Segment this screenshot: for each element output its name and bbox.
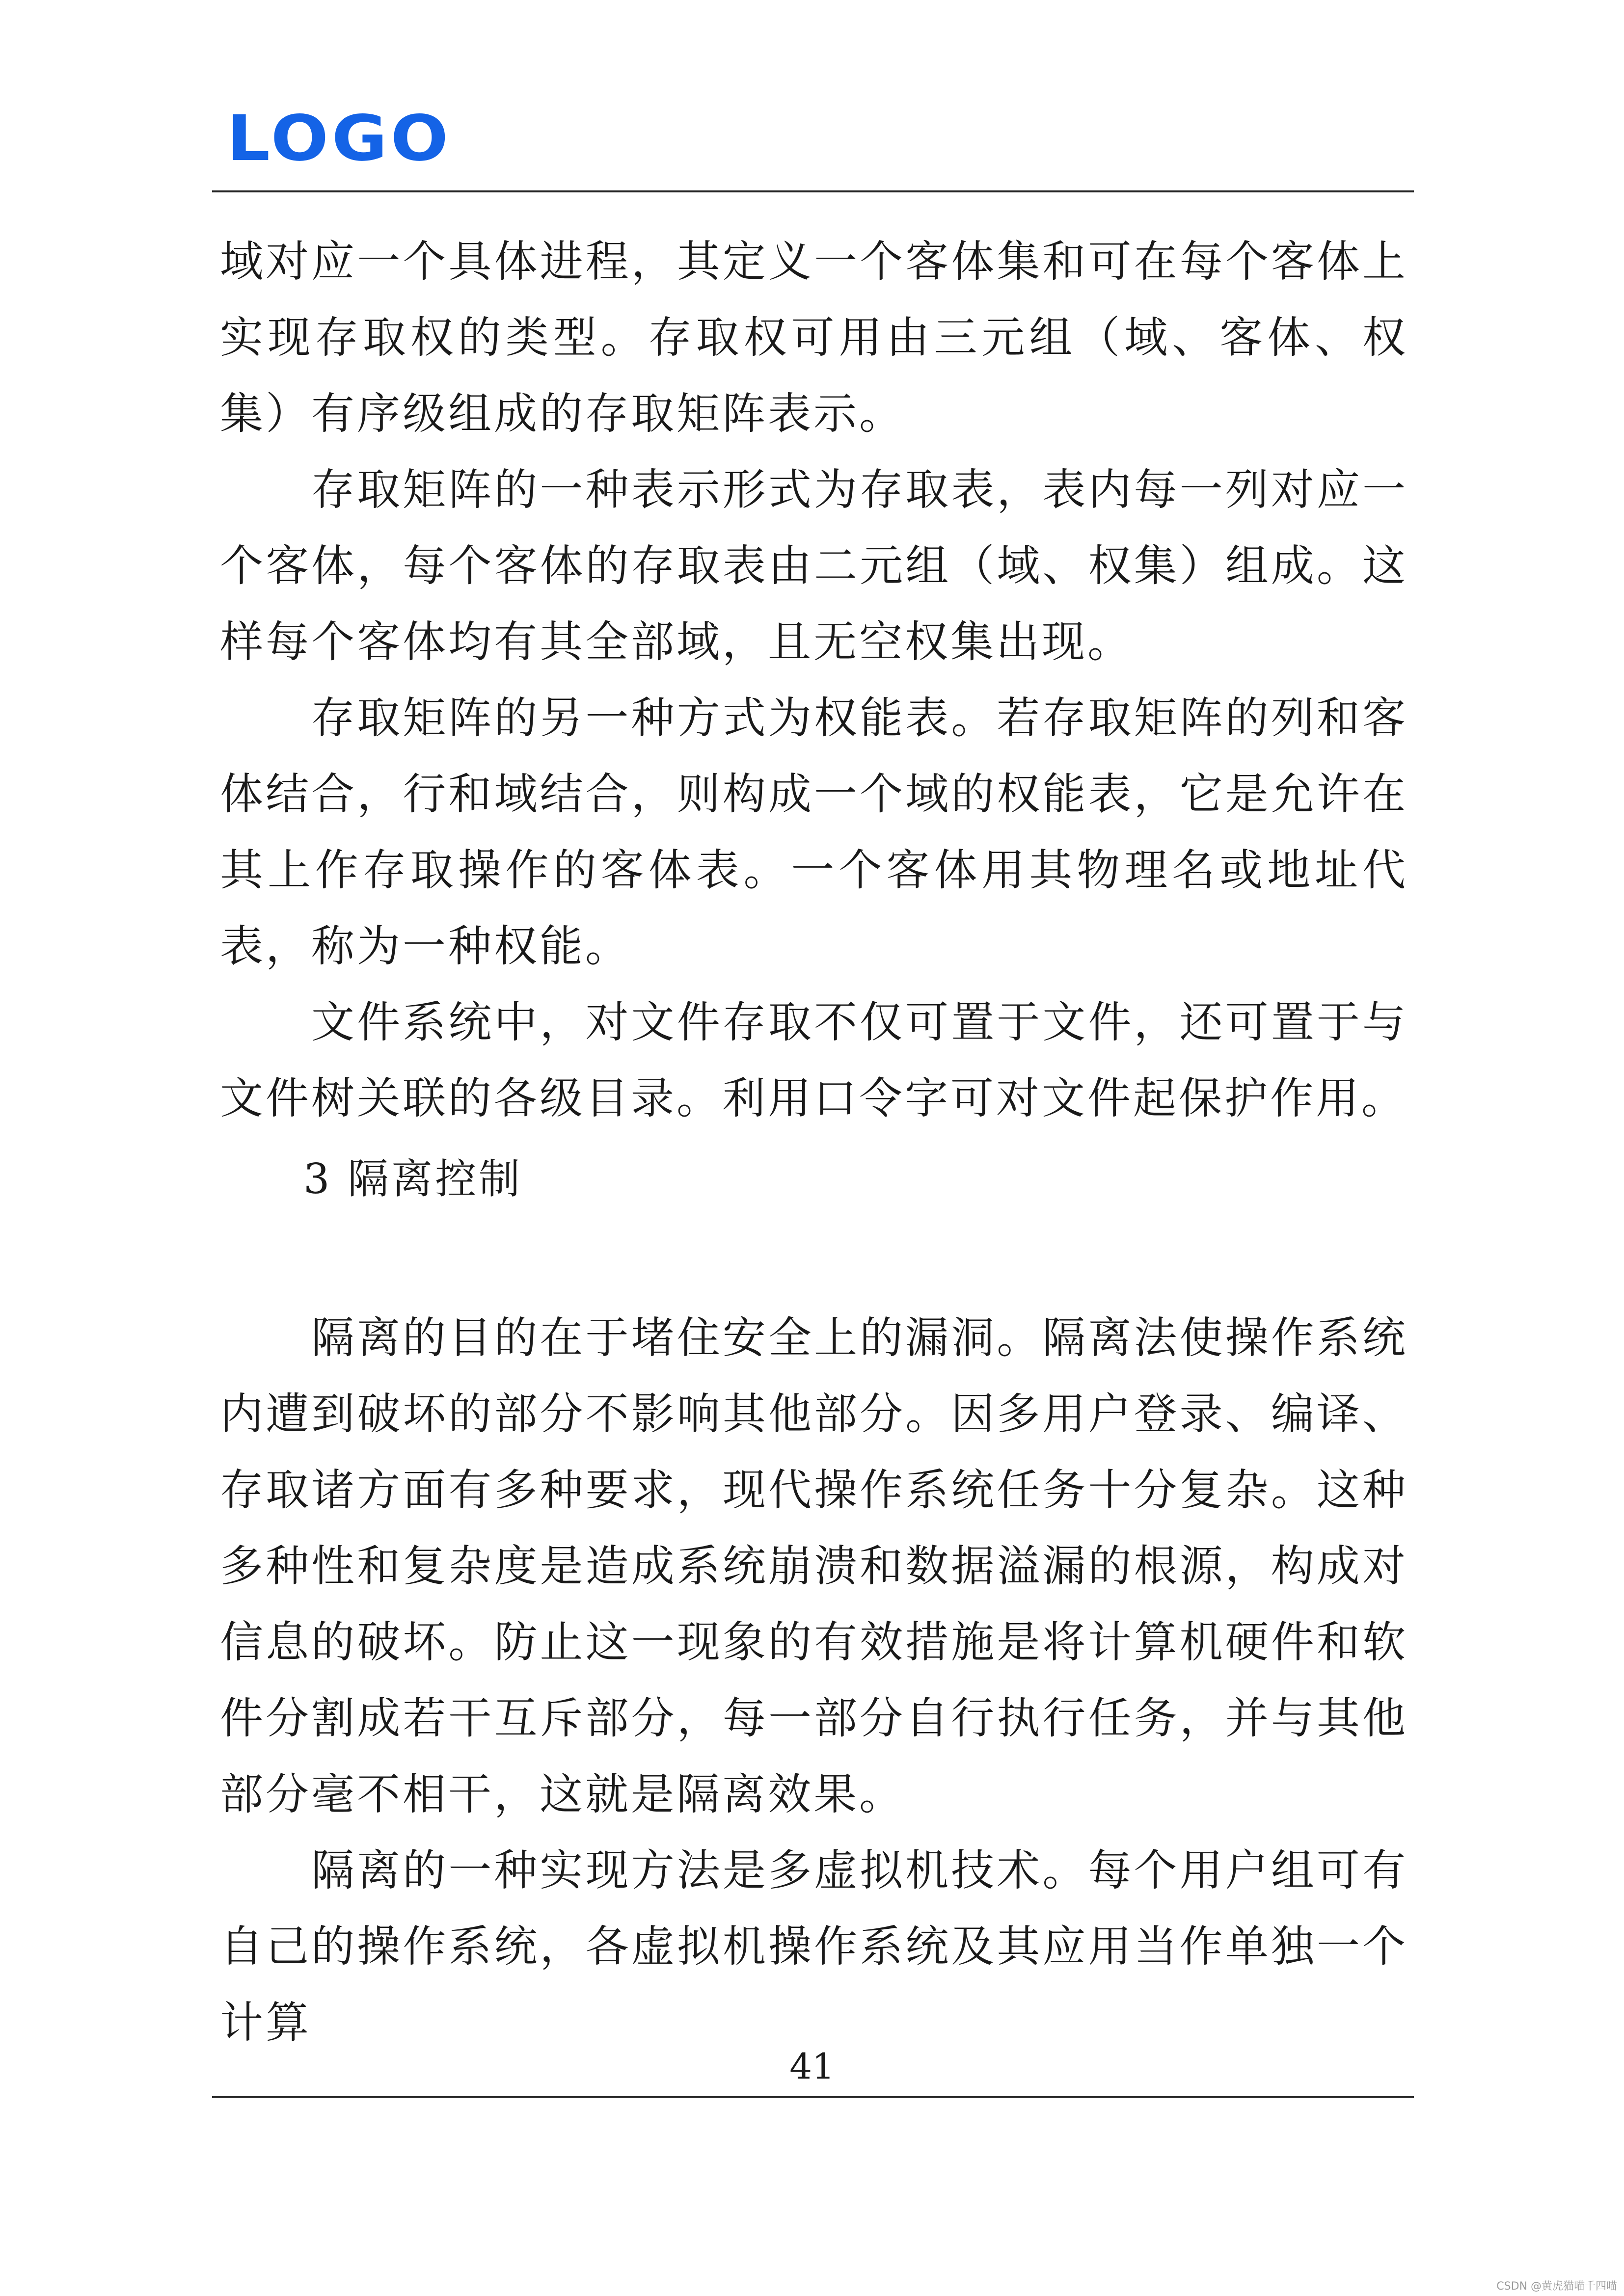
paragraph: 域对应一个具体进程，其定义一个客体集和可在每个客体上实现存取权的类型。存取权可用由三元组（域、客体、权集）有序级组成的存取矩阵表示。 <box>220 236 1408 439</box>
paragraph: 隔离的一种实现方法是多虚拟机技术。每个用户组可有自己的操作系统，各虚拟机操作系统及其应用当作单独一个计算 <box>220 1845 1408 2048</box>
paragraph: 存取矩阵的另一种方式为权能表。若存取矩阵的列和客体结合，行和域结合，则构成一个域的权能表，它是允许在其上作存取操作的客体表。一个客体用其物理名或地址代表，称为一种权能。 <box>220 693 1408 971</box>
footer-divider <box>212 2096 1414 2098</box>
watermark: CSDN @黄虎猫喵千四喵 <box>1496 2280 1617 2293</box>
paragraph: 隔离的目的在于堵住安全上的漏洞。隔离法使操作系统内遭到破坏的部分不影响其他部分。因多用户登录、编译、存取诸方面有多种要求，现代操作系统任务十分复杂。这种多种性和复杂度是造成系统崩溃和数据溢漏的根源，构成对信息的破坏。防止这一现象的有效措施是将计算机硬件和软件分割成若干互斥部分，每一部分自行执行任务，并与其他部分毫不相干，这就是隔离效果。 <box>220 1312 1408 1819</box>
paragraph: 文件系统中，对文件存取不仅可置于文件，还可置于与文件树关联的各级目录。利用口令字可对文件起保护作用。 <box>220 997 1408 1123</box>
logo: LOGO <box>227 102 452 175</box>
section-heading: 3 隔离控制 <box>303 1155 523 1203</box>
page-body <box>220 223 1408 2060</box>
header-divider <box>212 190 1414 192</box>
page-number: 41 <box>789 2046 835 2087</box>
paragraph: 存取矩阵的一种表示形式为存取表，表内每一列对应一个客体，每个客体的存取表由二元组（域、权集）组成。这样每个客体均有其全部域，且无空权集出现。 <box>220 464 1408 667</box>
